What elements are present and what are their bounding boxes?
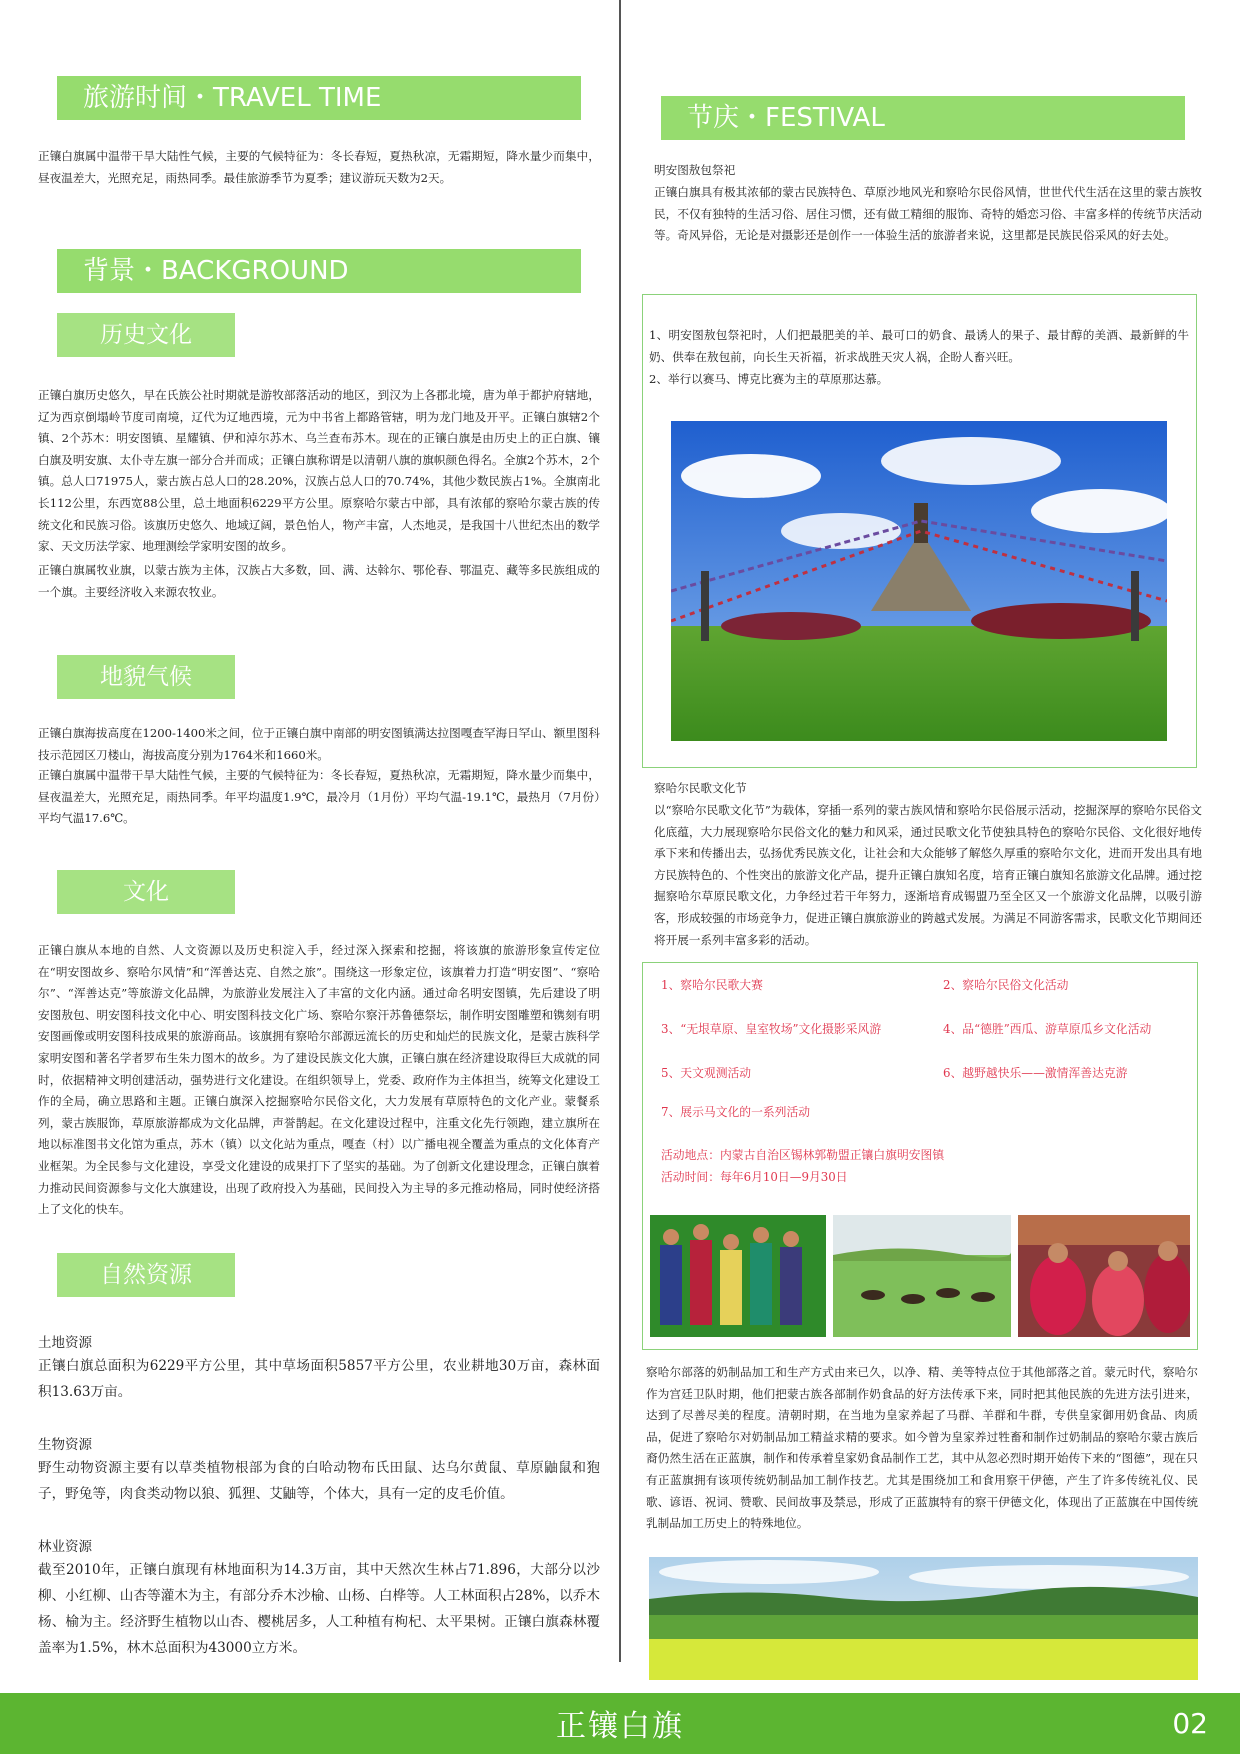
history-culture-title: 历史文化 — [100, 322, 192, 348]
culture-banner — [57, 870, 235, 914]
activity-4: 4、品“德胜”西瓜、游草原瓜乡文化活动 — [943, 1022, 1152, 1036]
horse-racing-photo — [833, 1215, 1011, 1337]
festival-banner — [661, 96, 1185, 140]
obo-item-1: 1、明安图敖包祭祀时，人们把最肥美的羊、最可口的奶食、最诱人的果子、最甘醇的美酒、最新鲜的牛奶、供奉在敖包前，向长生天祈福，祈求战胜天灾人祸，企盼人畜兴旺。 — [649, 328, 1189, 364]
obo-sacrifice-text: 正镶白旗具有极其浓郁的蒙古民族特色、草原沙地风光和察哈尔民俗风情，世世代代生活在这里的蒙古族牧民，不仅有独特的生活习俗、居住习惯，还有做工精细的服饰、奇特的婚恋习俗、丰富多样的传统节庆活动等。奇风异俗，无论是对摄影还是创作一一体验生活的旅游者来说，这里都是民族民俗采风的好去处。 — [654, 185, 1202, 243]
grassland-landscape-photo — [649, 1557, 1198, 1680]
activity-6: 6、越野越快乐——激情浑善达克游 — [943, 1066, 1128, 1080]
dairy-culture-text: 察哈尔部落的奶制品加工和生产方式由来已久，以净、精、美等特点位于其他部落之首。蒙元时代，察哈尔作为宫廷卫队时期，他们把蒙古族各部制作奶食品的好方法传承下来，同时把其他民族的先进方法引进来，达到了尽善尽美的程度。清朝时期，在当地为皇家养起了马群、羊群和牛群，专供皇家御用奶食品、肉质品，促进了察哈尔对奶制品加工精益求精的要求。如今曾为皇家养过牲畜和制作过奶制品的察哈尔蒙古族后裔仍然生活在正蓝旗，制作和传承着皇家奶食品制作工艺，其中从忽必烈时期开始传下来的“图德”，现在只有正蓝旗拥有该项传统奶制品加工制作技艺。尤其是围绕加工和食用察干伊德，产生了许多传统礼仪、民歌、谚语、祝词、赞歌、民间故事及禁忌，形成了正蓝旗特有的察干伊德文化，体现出了正蓝旗在中国传统乳制品加工历史上的特殊地位。 — [646, 1365, 1198, 1531]
footer-bar — [0, 1693, 1240, 1754]
terrain-paragraph-2: 正镶白旗属中温带干旱大陆性气候，主要的气候特征为：冬长春短，夏热秋凉，无霜期短，降水量少而集中，昼夜温差大，光照充足，雨热同季。年平均温度1.9℃，最冷月（1月份）平均气温-19.1℃，最热月（7月份）平均气温17.6℃。 — [38, 768, 600, 826]
chahar-festival-text: 以“察哈尔民歌文化节”为载体，穿插一系列的蒙古族风情和察哈尔民俗展示活动，挖掘深厚的察哈尔民俗文化底蕴，大力展现察哈尔民俗文化的魅力和风采，通过民歌文化节使独具特色的察哈尔民俗、文化很好地传承下来和传播出去，弘扬优秀民族文化，让社会和大众能够了解悠久厚重的察哈尔文化，进而开发出具有地方民族特色的、个性突出的旅游文化产品，提升正镶白旗知名度，培育正镶白旗知名旅游文化品牌。通过挖掘察哈尔草原民歌文化，力争经过若干年努力，逐渐培育成锡盟乃至全区又一个旅游文化品牌，以吸引游客，形成较强的市场竞争力，促进正镶白旗旅游业的跨越式发展。为满足不同游客需求，民歌文化节期间还将开展一系列丰富多彩的活动。 — [654, 803, 1202, 947]
history-paragraph-1: 正镶白旗历史悠久，早在氏族公社时期就是游牧部落活动的地区，到汉为上各郡北境，唐为单于都护府辖地，辽为西京倒塌岭节度司南境，辽代为辽地西境，元为中书省上都路管辖，明为龙门地及开平。正镶白旗辖2个镇、2个苏木：明安图镇、星耀镇、伊和淖尔苏木、乌兰查布苏木。现在的正镶白旗是由历史上的正白旗、镶白旗及明安旗、太仆寺左旗一部分合并而成；正镶白旗称谓是以清朝八旗的旗帜颜色得名。全旗2个苏木，2个镇。总人口71975人，蒙古族占总人口的28.20%，汉族占总人口的70.74%，其他少数民族占1%。全旗南北长112公里，东西宽88公里，总土地面积6229平方公里。原察哈尔蒙古中部，具有浓郁的察哈尔蒙古族的传统文化和民族习俗。该旗历史悠久、地域辽阔，景色怡人，物产丰富，人杰地灵，是我国十八世纪杰出的数学家、天文历法学家、地理测绘学家明安图的故乡。 — [38, 388, 600, 554]
terrain-climate-banner — [57, 655, 235, 699]
activity-venue: 活动地点：内蒙古自治区锡林郭勒盟正镶白旗明安图镇 — [661, 1148, 945, 1162]
travel-time-banner — [57, 76, 581, 120]
culture-title: 文化 — [123, 879, 169, 905]
activities-box — [642, 962, 1198, 1350]
history-paragraph-2: 正镶白旗属牧业旗，以蒙古族为主体，汉族占大多数，回、满、达斡尔、鄂伦春、鄂温克、藏等多民族组成的一个旗。主要经济收入来源农牧业。 — [38, 563, 600, 599]
background-title: 背景・BACKGROUND — [83, 256, 349, 286]
column-divider — [619, 0, 621, 1662]
terrain-climate-title: 地貌气候 — [100, 664, 192, 690]
forest-resources-heading: 林业资源 — [38, 1539, 92, 1555]
obo-sacrifice-heading: 明安图敖包祭祀 — [654, 163, 736, 177]
activity-time: 活动时间：每年6月10日—9月30日 — [661, 1170, 848, 1184]
terrain-paragraph-1: 正镶白旗海拔高度在1200-1400米之间，位于正镶白旗中南部的明安图镇满达拉图嘎查罕海日罕山、额里图科技示范园区刀楼山，海拔高度分别为1764米和1660米。 — [38, 726, 600, 762]
culture-paragraph: 正镶白旗从本地的自然、人文资源以及历史积淀入手，经过深入探索和挖掘，将该旗的旅游形象宣传定位在“明安图故乡、察哈尔风情”和“浑善达克、自然之旅”。围绕这一形象定位，该旗着力打造“明安图”、“察哈尔”、“浑善达克”等旅游文化品牌，为旅游业发展注入了丰富的文化内涵。通过命名明安图镇，先后建设了明安图敖包、明安图科技文化中心、明安图科技文化广场、察哈尔察汗苏鲁德祭坛，制作明安图雕塑和镌刻有明安图画像或明安图科技成果的旅游商品。该旗拥有察哈尔部源远流长的历史和灿烂的民族文化，是蒙古族科学家明安图和著名学者罗布生朱力图木的故乡。为了建设民族文化大旗，正镶白旗在经济建设取得巨大成就的同时，依据精神文明创建活动，强势进行文化建设。在组织领导上，党委、政府作为主体担当，统筹文化建设工作的全局，确立思路和主题。正镶白旗深入挖掘察哈尔民俗文化，大力发展有草原特色的文化产业。蒙餐系列，蒙古族服饰，草原旅游都成为文化品牌，声誉鹊起。在文化建设过程中，注重文化先行领跑，建立旗所在地以标准图书文化馆为重点，苏木（镇）以文化站为重点，嘎查（村）以广播电视全覆盖为重点的文化体育产业框架。为全民参与文化建设，享受文化建设的成果打下了坚实的基础。为了创新文化建设理念，正镶白旗着力推动民间资源参与文化大旗建设，出现了政府投入为基础，民间投入为主导的多元推动格局，同时使经济搭上了文化的快车。 — [38, 943, 600, 1217]
costume-group-photo — [650, 1215, 826, 1337]
travel-time-text: 正镶白旗属中温带干旱大陆性气候，主要的气候特征为：冬长春短，夏热秋凉，无霜期短，降水量少而集中，昼夜温差大，光照充足，雨热同季。最佳旅游季节为夏季；建议游玩天数为2天。 — [38, 149, 600, 185]
natural-resources-title: 自然资源 — [100, 1262, 192, 1288]
travel-time-title: 旅游时间・TRAVEL TIME — [83, 83, 382, 113]
activity-2: 2、察哈尔民俗文化活动 — [943, 978, 1069, 992]
activity-7: 7、展示马文化的一系列活动 — [661, 1105, 811, 1119]
land-resources-heading: 土地资源 — [38, 1335, 92, 1351]
background-banner — [57, 249, 581, 293]
bio-resources-heading: 生物资源 — [38, 1437, 92, 1453]
obo-item-2: 2、举行以赛马、博克比赛为主的草原那达慕。 — [649, 372, 889, 386]
land-resources-text: 正镶白旗总面积为6229平方公里，其中草场面积5857平方公里，农业耕地30万亩，森林面积13.63万亩。 — [38, 1358, 600, 1400]
page-number: 02 — [1172, 1707, 1208, 1740]
activity-1: 1、察哈尔民歌大赛 — [661, 978, 763, 992]
bio-resources-text: 野生动物资源主要有以草类植物根部为食的白哈动物布氏田鼠、达乌尔黄鼠、草原鼬鼠和狍子，野兔等，肉食类动物以狼、狐狸、艾鼬等，个体大，具有一定的皮毛价值。 — [38, 1460, 600, 1502]
festival-title: 节庆・FESTIVAL — [687, 103, 885, 133]
history-culture-banner — [57, 313, 235, 357]
footer-title: 正镶白旗 — [556, 1709, 684, 1744]
natural-resources-banner — [57, 1253, 235, 1297]
forest-resources-text: 截至2010年，正镶白旗现有林地面积为14.3万亩，其中天然次生林占71.896，大部分以沙柳、小红柳、山杏等灌木为主，有部分乔木沙榆、山杨、白桦等。人工林面积占28%，以乔木杨、榆为主。经济野生植物以山杏、樱桃居多，人工种植有枸杞、太平果树。正镶白旗森林覆盖率为1.5%，林木总面积为43000立方米。 — [38, 1562, 600, 1656]
obo-ceremony-photo — [671, 421, 1167, 741]
chahar-festival-heading: 察哈尔民歌文化节 — [654, 781, 747, 795]
obo-box — [642, 294, 1197, 768]
yurt-gathering-photo — [1018, 1215, 1190, 1337]
activity-5: 5、天文观测活动 — [661, 1066, 752, 1080]
activity-3: 3、“无垠草原、皇室牧场”文化摄影采风游 — [661, 1022, 882, 1036]
